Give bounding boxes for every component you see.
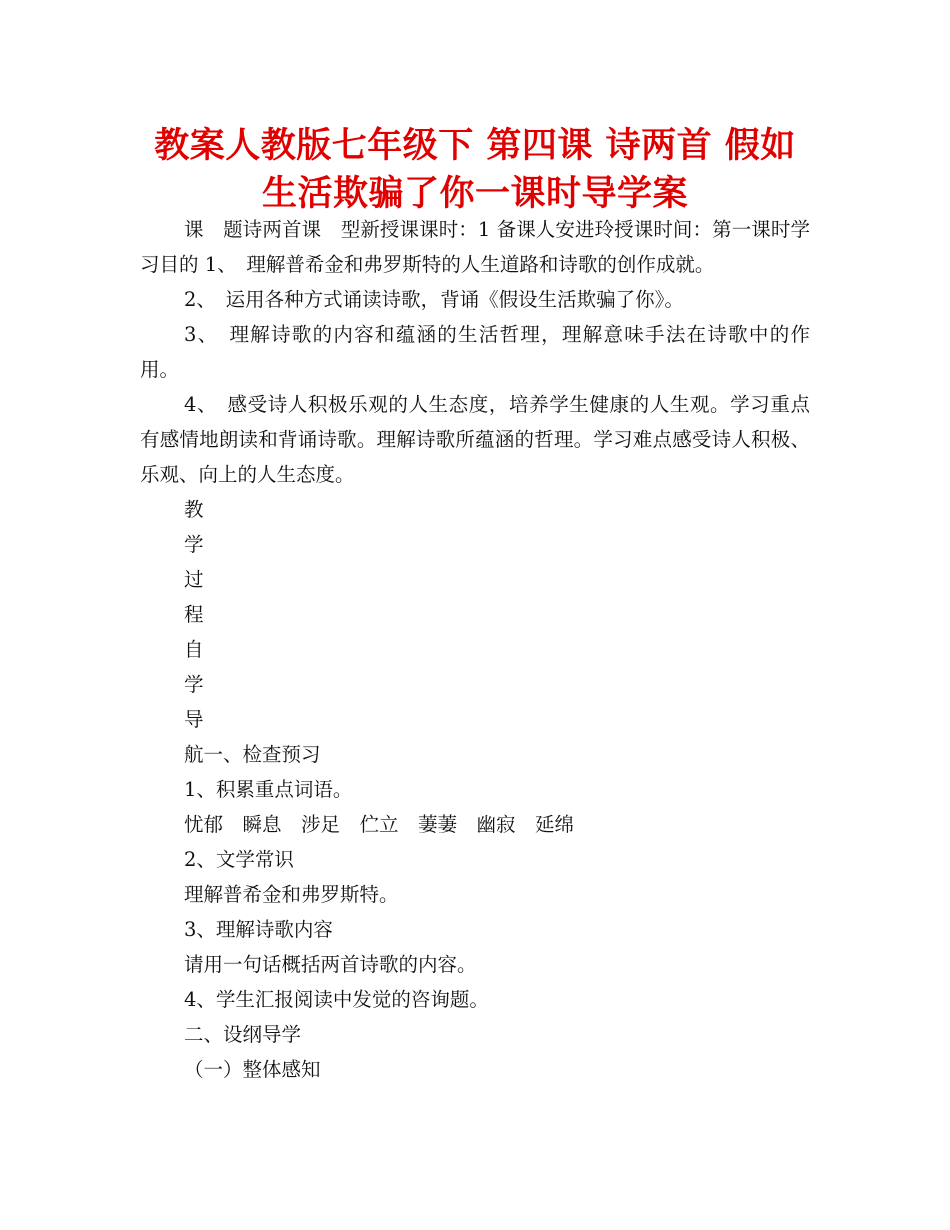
vertical-char: 过 (184, 568, 204, 591)
section-heading-preview: 航一、检查预习 (184, 743, 321, 766)
vertical-char: 自 (184, 638, 204, 661)
list-item-literary-knowledge: 2、文学常识 (184, 848, 294, 871)
paragraph-goal-3: 3、 理解诗歌的内容和蕴涵的生活哲理，理解意味手法在诗歌中的作用。 (140, 323, 810, 381)
vertical-char: 程 (184, 603, 204, 626)
vertical-char: 教 (184, 498, 204, 521)
vertical-char: 导 (184, 708, 204, 731)
text-line: 理解普希金和弗罗斯特。 (184, 883, 399, 906)
paragraph-lesson-info: 课 题诗两首课 型新授课课时：1 备课人安进玲授课时间：第一课时学习目的 1、 理解普希金和弗罗斯特的人生道路和诗歌的创作成就。 (140, 218, 810, 276)
vocabulary-words: 忧郁 瞬息 涉足 伫立 萋萋 幽寂 延绵 (184, 813, 575, 836)
document-body (140, 212, 810, 1087)
vertical-char: 学 (184, 673, 204, 696)
document-title: 教案人教版七年级下 第四课 诗两首 假如生活欺骗了你一课时导学案 (154, 126, 796, 214)
list-item-vocabulary: 1、积累重点词语。 (184, 778, 353, 801)
paragraph-goal-4: 4、 感受诗人积极乐观的人生态度，培养学生健康的人生观。学习重点有感情地朗读和背诵诗歌。理解诗歌所蕴涵的哲理。学习难点感受诗人积极、乐观、向上的人生态度。 (140, 393, 810, 486)
subsection-heading: （一）整体感知 (184, 1058, 321, 1081)
list-item-report: 4、学生汇报阅读中发觉的咨询题。 (184, 988, 489, 1011)
paragraph-goal-2: 2、 运用各种方式诵读诗歌，背诵《假设生活欺骗了你》。 (184, 288, 684, 311)
vertical-char: 学 (184, 533, 204, 556)
list-item-poem-content: 3、理解诗歌内容 (184, 918, 333, 941)
text-line: 请用一句话概括两首诗歌的内容。 (184, 953, 477, 976)
section-heading-guide: 二、设纲导学 (184, 1023, 302, 1046)
